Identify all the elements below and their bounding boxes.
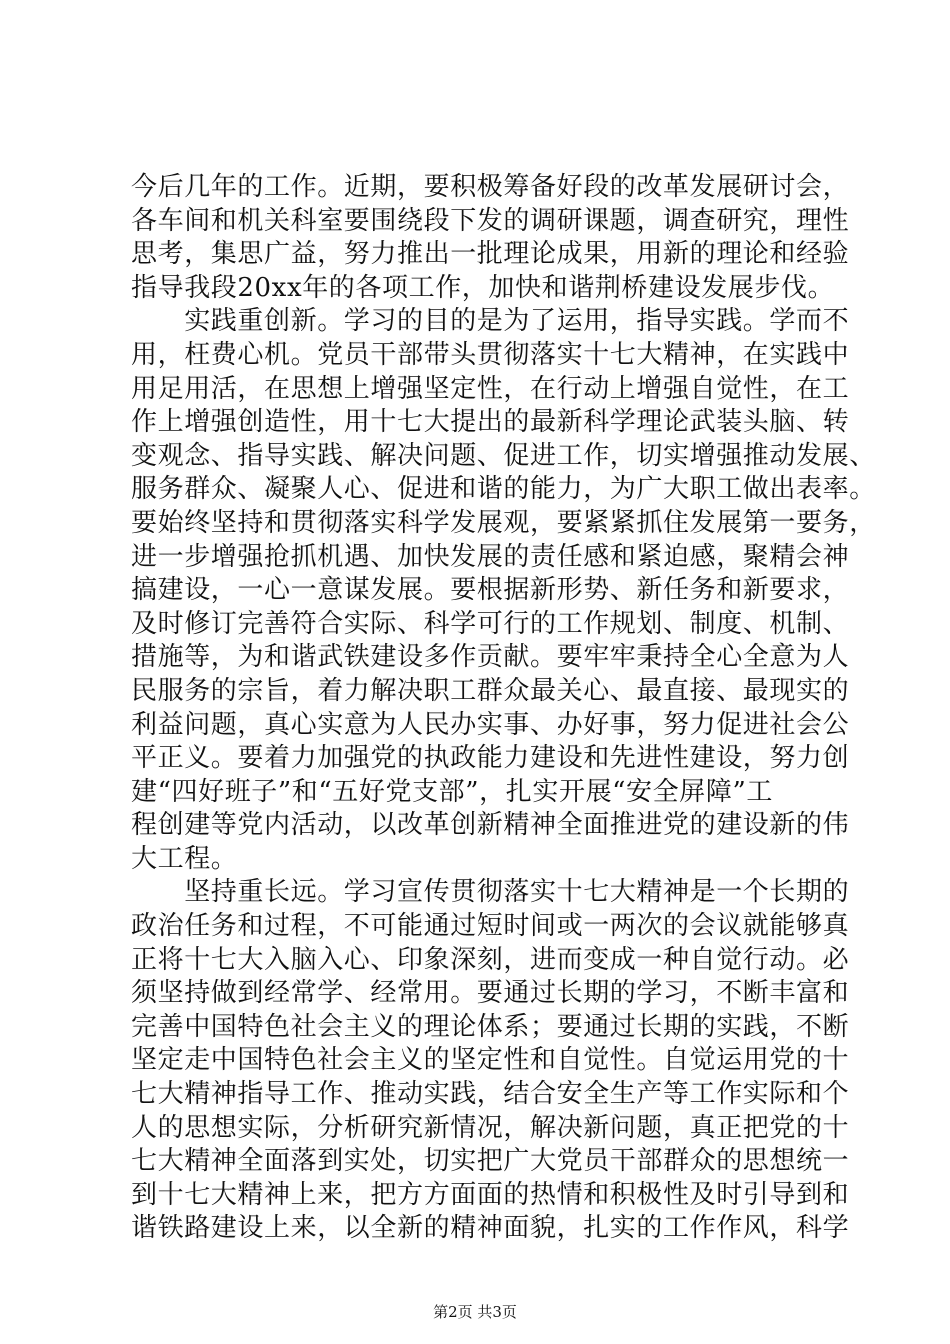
text-line: 要始终坚持和贯彻落实科学发展观，要紧紧抓住发展第一要务，: [131, 507, 876, 538]
text-line: 平正义。要着力加强党的执政能力建设和先进性建设，努力创: [131, 743, 850, 774]
text-line: 用足用活，在思想上增强坚定性，在行动上增强自觉性，在工: [131, 373, 850, 404]
text-line: 正将十七大入脑入心、印象深刻，进而变成一种自觉行动。必: [131, 944, 850, 975]
text-line: 程创建等党内活动，以改革创新精神全面推进党的建设新的伟: [131, 810, 850, 841]
text-line: 今后几年的工作。近期，要积极筹备好段的改革发展研讨会，: [131, 172, 850, 202]
text-line: 谐铁路建设上来，以全新的精神面貌，扎实的工作作风，科学: [131, 1213, 850, 1244]
text-line: 民服务的宗旨，着力解决职工群众最关心、最直接、最现实的: [131, 675, 850, 706]
text-line: 七大精神指导工作、推动实践，结合安全生产等工作实际和个: [131, 1079, 850, 1110]
text-line: 作上增强创造性，用十七大提出的最新科学理论武装头脑、转: [131, 407, 850, 438]
page-number-footer: 第2页 共3页: [433, 1303, 517, 1321]
document-body: [131, 171, 876, 1246]
text-line: 须坚持做到经常学、经常用。要通过长期的学习，不断丰富和: [131, 978, 850, 1009]
text-line: 用，枉费心机。党员干部带头贯彻落实十七大精神，在实践中: [131, 339, 850, 370]
text-line: 实践重创新。学习的目的是为了运用，指导实践。学而不: [131, 306, 850, 337]
text-line: 利益问题，真心实意为人民办实事、办好事，努力促进社会公: [131, 709, 850, 740]
text-line: 政治任务和过程，不可能通过短时间或一两次的会议就能够真: [131, 911, 850, 942]
text-line: 措施等，为和谐武铁建设多作贡献。要牢牢秉持全心全意为人: [131, 642, 850, 673]
text-line: 人的思想实际，分析研究新情况，解决新问题，真正把党的十: [131, 1112, 850, 1143]
paragraph: [131, 171, 850, 305]
text-line: 进一步增强抢抓机遇、加快发展的责任感和紧迫感，聚精会神: [131, 541, 850, 572]
text-line: 到十七大精神上来，把方方面面的热情和积极性及时引导到和: [131, 1179, 850, 1210]
text-line: 及时修订完善符合实际、科学可行的工作规划、制度、机制、: [131, 608, 850, 639]
text-line: 服务群众、凝聚人心、促进和谐的能力，为广大职工做出表率。: [131, 474, 876, 505]
text-line: 指导我段20xx年的各项工作，加快和谐荆桥建设发展步伐。: [131, 272, 835, 303]
text-line: 各车间和机关科室要围绕段下发的调研课题，调查研究，理性: [131, 205, 850, 236]
paragraph: [131, 876, 850, 1246]
text-line: 坚持重长远。学习宣传贯彻落实十七大精神是一个长期的: [131, 877, 850, 908]
text-line: 完善中国特色社会主义的理论体系；要通过长期的实践，不断: [131, 1011, 850, 1042]
text-line: 搞建设，一心一意谋发展。要根据新形势、新任务和新要求，: [131, 575, 850, 606]
text-line: 建“四好班子”和“五好党支部”，扎实开展“安全屏障”工: [131, 776, 773, 807]
text-line: 变观念、指导实践、解决问题、促进工作，切实增强推动发展、: [131, 440, 876, 471]
text-line: 七大精神全面落到实处，切实把广大党员干部群众的思想统一: [131, 1146, 850, 1177]
text-line: 思考，集思广益，努力推出一批理论成果，用新的理论和经验: [131, 239, 850, 270]
text-line: 大工程。: [131, 843, 238, 874]
text-line: 坚定走中国特色社会主义的坚定性和自觉性。自觉运用党的十: [131, 1045, 850, 1076]
paragraph: [131, 305, 876, 876]
